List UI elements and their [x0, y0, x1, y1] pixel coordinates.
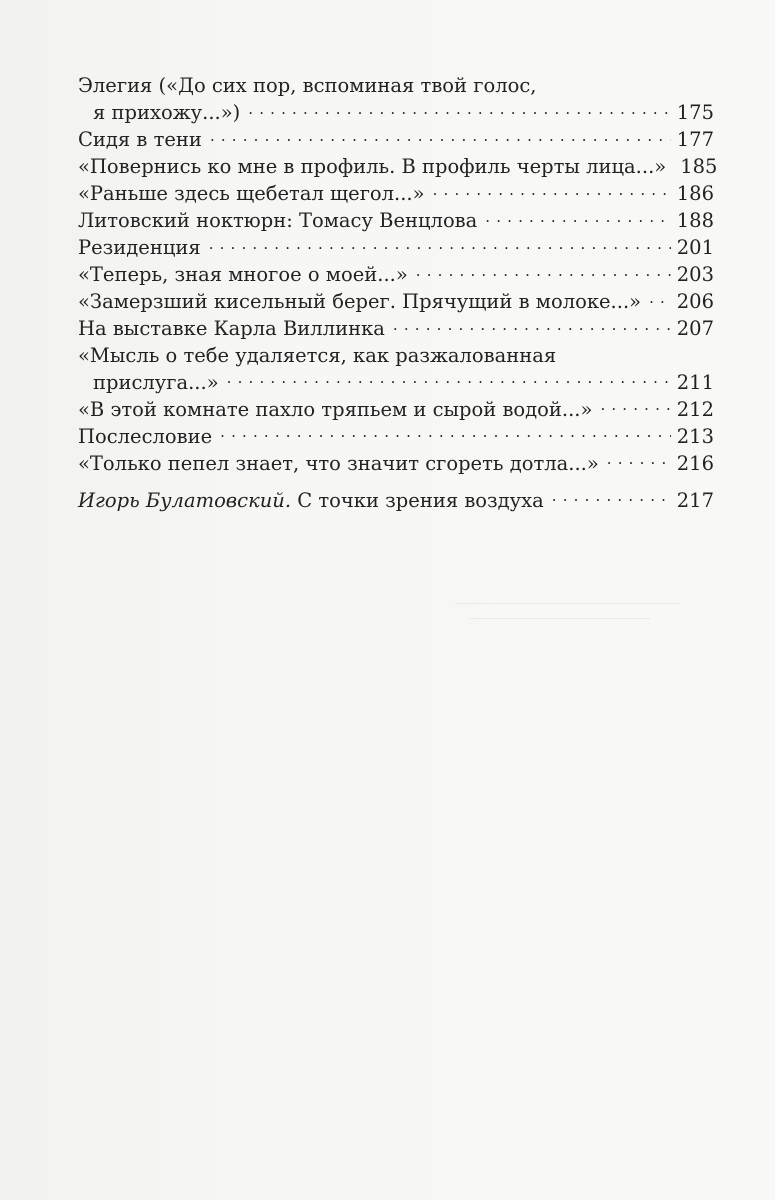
toc-entry-title: «Повернись ко мне в профиль. В профиль черты лица...»	[78, 155, 667, 178]
toc-entry-title: «Теперь, зная многое о моей...»	[78, 263, 408, 286]
toc-entry-second-line	[78, 100, 714, 127]
bleed-through-line	[455, 603, 680, 604]
toc-entry-title: Резиденция	[78, 236, 201, 259]
toc-entry-title: Послесловие	[78, 424, 213, 448]
toc-page-number: 186	[676, 182, 714, 205]
toc-page-number: 175	[676, 101, 714, 124]
dot-leader	[607, 450, 671, 470]
toc-entry	[78, 154, 718, 181]
dot-leader	[600, 396, 670, 416]
toc-entry	[78, 289, 714, 316]
toc-entry	[78, 208, 714, 235]
toc-entry-title: Сидя в тени	[78, 128, 202, 151]
dot-leader	[552, 487, 671, 507]
dot-leader	[248, 100, 671, 120]
dot-leader	[209, 235, 671, 255]
bleed-through-line	[470, 618, 650, 619]
dot-leader	[416, 262, 671, 282]
toc-entry	[78, 343, 714, 397]
toc-entry-first-line	[78, 73, 714, 100]
dot-leader	[210, 127, 671, 147]
toc-entry	[78, 235, 714, 262]
toc-page-number: 203	[676, 263, 714, 286]
spacer	[78, 477, 714, 487]
dot-leader	[227, 369, 671, 389]
toc-entry-title: Элегия («До сих пор, вспоминая твой голос,	[78, 74, 537, 97]
toc-entry	[78, 316, 714, 343]
toc-entry-second-line	[78, 369, 714, 396]
dot-leader	[649, 289, 671, 309]
toc-entry-title: «В этой комнате пахло тряпьем и сырой водой...»	[78, 397, 593, 421]
dot-leader	[433, 181, 671, 201]
toc-page-number: 213	[676, 424, 714, 448]
toc-page-number: 188	[676, 209, 714, 232]
toc-page-number: 185	[680, 155, 718, 178]
toc-entry	[78, 127, 714, 154]
toc-page-number: 217	[676, 488, 714, 512]
toc-entry-first-line	[78, 343, 714, 370]
toc-entry-title: «Мысль о тебе удаляется, как разжалованная	[78, 343, 557, 367]
toc-entry	[78, 450, 714, 477]
toc-entry-title: «Раньше здесь щебетал щегол...»	[78, 182, 425, 205]
toc-entry	[78, 262, 714, 289]
toc-entry	[78, 181, 714, 208]
toc-page-number: 216	[676, 451, 714, 475]
table-of-contents	[78, 73, 718, 514]
toc-entry-title: «Только пепел знает, что значит сгореть дотла...»	[78, 451, 599, 475]
toc-entry-title: Литовский ноктюрн: Томасу Венцлова	[78, 209, 478, 232]
toc-page-number: 206	[676, 290, 714, 313]
toc-page-number: 201	[676, 236, 714, 259]
toc-entry	[78, 73, 714, 127]
dot-leader	[485, 208, 670, 228]
toc-page-number: 207	[676, 317, 714, 340]
toc-page-number: 212	[676, 397, 714, 421]
toc-entry	[78, 396, 714, 423]
afterword-title: С точки зрения воздуха	[297, 488, 544, 512]
toc-page-number: 211	[676, 370, 714, 394]
toc-page-number: 177	[676, 128, 714, 151]
toc-entry-title: «Замерзший кисельный берег. Прячущий в молоке...»	[78, 290, 642, 313]
toc-entry	[78, 423, 714, 450]
dot-leader	[220, 423, 671, 443]
afterword-author: Игорь Булатовский.	[78, 488, 292, 512]
toc-afterword-title	[78, 488, 544, 515]
toc-afterword-entry	[78, 487, 714, 514]
toc-entry-title: На выставке Карла Виллинка	[78, 317, 385, 340]
toc-entry-title-continued: прислуга...»	[93, 370, 219, 394]
toc-entry-title-continued: я прихожу...»)	[93, 101, 241, 124]
dot-leader	[393, 316, 671, 336]
